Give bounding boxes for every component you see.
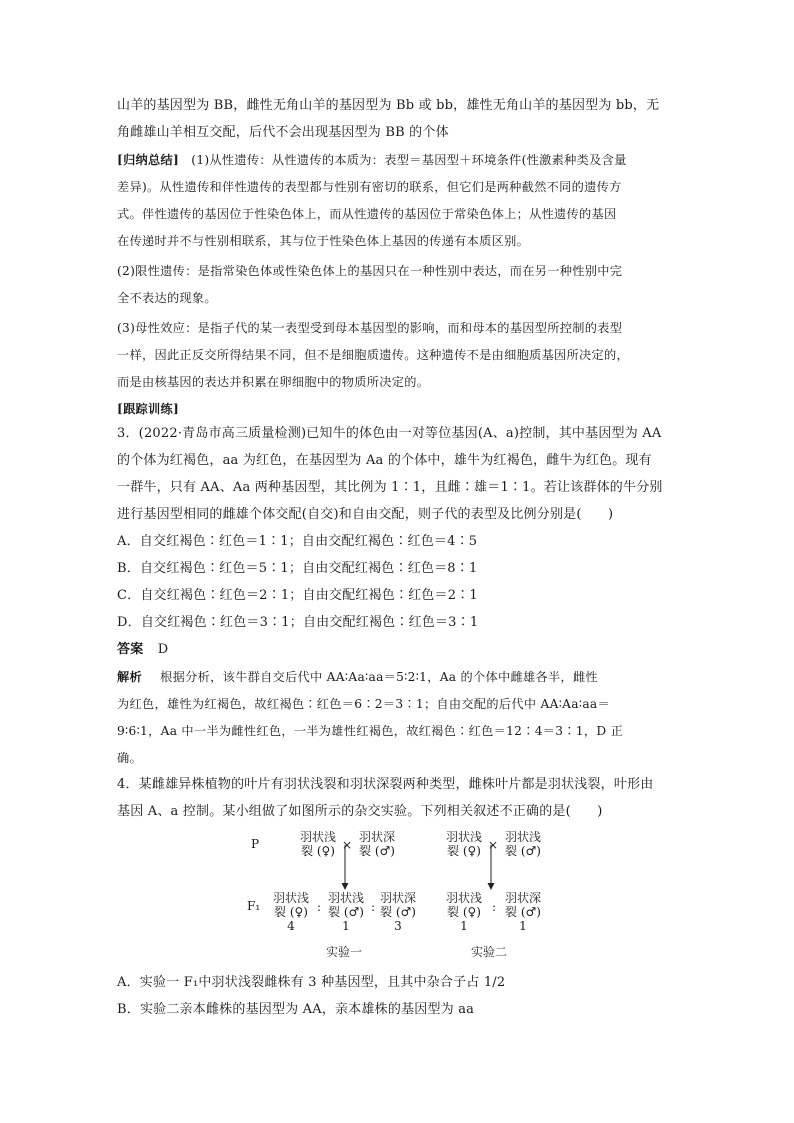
summary-p1-line2: 差异)。从性遗传和伴性遗传的表型都与性别有密切的联系，但它们是两种截然不同的遗传方 bbox=[117, 180, 622, 194]
analysis-label: 解析 bbox=[117, 670, 142, 684]
training-label: [跟踪训练] bbox=[117, 402, 180, 416]
answer-value: D bbox=[157, 642, 169, 657]
exp2-parent-female: 羽状浅 裂 (♀) bbox=[445, 830, 482, 858]
q4-option-b: B．实验二亲本雌株的基因型为 AA，亲本雄株的基因型为 aa bbox=[117, 1002, 475, 1017]
q3-line-3: 一群牛，只有 AA、Aa 两种基因型，其比例为 1∶1，且雌∶雄＝1∶1。若让该群体的牛分别 bbox=[117, 480, 663, 495]
exp2-child-1-ratio: 1 bbox=[460, 919, 468, 933]
summary-line-1 bbox=[117, 152, 627, 168]
exp2-child-2-ratio: 1 bbox=[519, 919, 527, 933]
q3-option-b: B．自交红褐色∶红色＝5∶1；自由交配红褐色∶红色＝8∶1 bbox=[117, 561, 478, 576]
intro-line-2: 角雌雄山羊相互交配，后代不会出现基因型为 BB 的个体 bbox=[117, 125, 449, 140]
summary-label: [归纳总结] bbox=[117, 153, 180, 167]
summary-p1-line3: 式。伴性遗传的基因位于性染色体上，而从性遗传的基因位于常染色体上；从性遗传的基因 bbox=[117, 207, 617, 221]
q4-line-1: 4．某雌雄异株植物的叶片有羽状浅裂和羽状深裂两种类型，雌株叶片都是羽状浅裂，叶形由 bbox=[117, 777, 654, 792]
exp1-colon-2: : bbox=[371, 900, 376, 914]
answer-label: 答案 bbox=[117, 642, 144, 657]
q4-line-2: 基因 A、a 控制。某小组做了如图所示的杂交实验。下列相关叙述不正确的是( ) bbox=[117, 804, 603, 819]
exp2-child-2: 羽状深 裂 (♂) 1 bbox=[500, 891, 546, 933]
exp1-child-2-ratio: 1 bbox=[342, 919, 350, 933]
q3-line-2: 的个体为红褐色，aa 为红色，在基因型为 Aa 的个体中，雄牛为红褐色，雌牛为红色。现有 bbox=[117, 453, 652, 468]
exp1-parent-male: 羽状深 裂 (♂) bbox=[358, 830, 395, 858]
exp1-child-2: 羽状浅 裂 (♂) 1 bbox=[323, 891, 369, 933]
q3-option-a: A．自交红褐色∶红色＝1∶1；自由交配红褐色∶红色＝4∶5 bbox=[117, 534, 478, 549]
analysis-line1: 根据分析，该牛群自交后代中 AA∶Aa∶aa＝5∶2∶1，Aa 的个体中雌雄各半，雌性 bbox=[160, 670, 598, 684]
summary-p1-line4: 在传递时并不与性别相联系，其与位于性染色体上基因的传递有本质区别。 bbox=[117, 234, 530, 248]
q4-option-a: A．实验一 F₁中羽状浅裂雌株有 3 种基因型，且其中杂合子占 1/2 bbox=[117, 975, 506, 990]
q3-analysis-line-1 bbox=[117, 669, 598, 685]
summary-p3-line2: 一样，因此正反交所得结果不同，但不是细胞质遗传。这种遗传不是由细胞质基因所决定的， bbox=[117, 348, 629, 362]
summary-p2-line1: (2)限性遗传：是指常染色体或性染色体上的基因只在一种性别中表达，而在另一种性别中完 bbox=[117, 264, 623, 278]
summary-p2-line2: 全不表达的现象。 bbox=[117, 291, 217, 305]
q3-analysis-line-2: 为红色，雄性为红褐色，故红褐色∶红色＝6∶2＝3∶1；自由交配的后代中 AA∶Aa∶aa＝ bbox=[117, 697, 610, 711]
exp1-child-3: 羽状深 裂 (♂) 3 bbox=[375, 891, 421, 933]
q3-option-d: D．自交红褐色∶红色＝3∶1；自由交配红褐色∶红色＝3∶1 bbox=[117, 615, 479, 630]
q3-option-c: C．自交红褐色∶红色＝2∶1；自由交配红褐色∶红色＝2∶1 bbox=[117, 588, 478, 603]
q3-line-4: 进行基因型相同的雌雄个体交配(自交)和自由交配，则子代的表型及比例分别是( ) bbox=[117, 507, 614, 522]
intro-line-1: 山羊的基因型为 BB，雌性无角山羊的基因型为 Bb 或 bb，雄性无角山羊的基因型为 bb，无 bbox=[117, 98, 660, 113]
exp2-child-1: 羽状浅 裂 (♀) 1 bbox=[441, 891, 487, 933]
exp1-caption: 实验一 bbox=[326, 945, 363, 959]
p-generation-label: P bbox=[251, 837, 260, 851]
summary-p3-line1: (3)母性效应：是指子代的某一表型受到母本基因型的影响，而和母本的基因型所控制的表型 bbox=[117, 321, 623, 335]
summary-p3-line3: 而是由核基因的表达并积累在卵细胞中的物质所决定的。 bbox=[117, 375, 430, 389]
exp2-colon: : bbox=[492, 900, 497, 914]
summary-p1-line1: (1)从性遗传：从性遗传的本质为：表型＝基因型＋环境条件(性激素种类及含量 bbox=[191, 153, 627, 167]
q3-answer bbox=[117, 642, 168, 658]
exp1-child-1: 羽状浅 裂 (♀) 4 bbox=[268, 891, 314, 933]
exp1-child-3-ratio: 3 bbox=[394, 919, 402, 933]
exp2-parent-male: 羽状浅 裂 (♂) bbox=[504, 830, 541, 858]
q3-analysis-line-3: 9∶6∶1，Aa 中一半为雌性红色，一半为雄性红褐色，故红褐色∶红色＝12∶4＝3∶1，D 正 bbox=[117, 724, 624, 738]
exp1-child-1-ratio: 4 bbox=[287, 919, 295, 933]
exp1-cross-symbol: × bbox=[342, 838, 353, 852]
q3-line-1: 3．(2022·青岛市高三质量检测)已知牛的体色由一对等位基因(A、a)控制，其中基因型为 AA bbox=[117, 426, 662, 441]
exp1-colon-1: : bbox=[317, 900, 322, 914]
q3-analysis-line-4: 确。 bbox=[117, 751, 142, 765]
exp2-cross-symbol: × bbox=[488, 838, 499, 852]
exp2-caption: 实验二 bbox=[471, 945, 508, 959]
exp1-parent-female: 羽状浅 裂 (♀) bbox=[299, 830, 336, 858]
f1-generation-label: F₁ bbox=[247, 899, 261, 913]
